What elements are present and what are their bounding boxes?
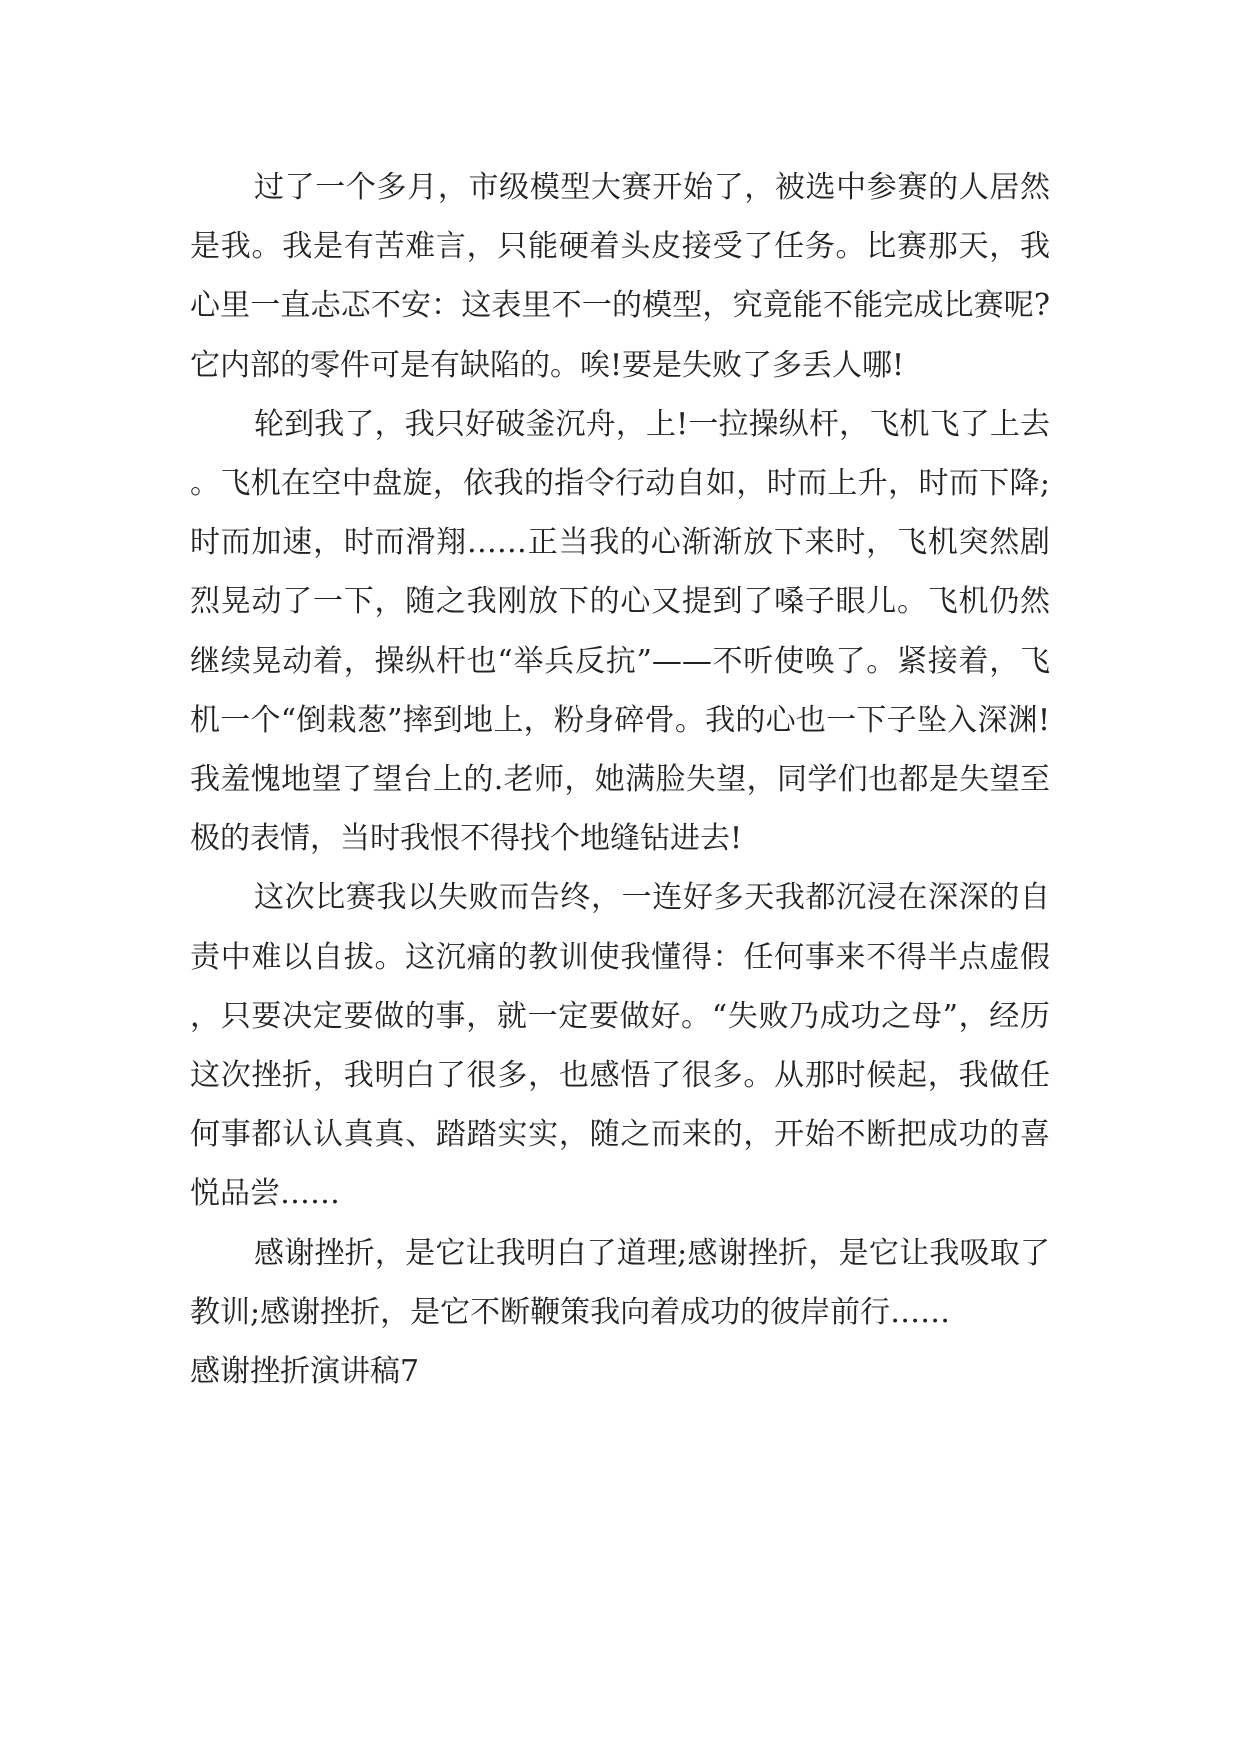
paragraph-2: 轮到我了，我只好破釜沉舟，上!一拉操纵杆，飞机飞了上去。飞机在空中盘旋，依我的指令行动自如，时而上升，时而下降;时而加速，时而滑翔……正当我的心渐渐放下来时，飞机突然剧烈晃动了一下，随之我刚放下的心又提到了嗓子眼儿。飞机仍然继续晃动着，操纵杆也“举兵反抗”——不听使唤了。紧接着，飞机一个“倒栽葱”摔到地上，粉身碎骨。我的心也一下子坠入深渊!我羞愧地望了望台上的.老师，她满脸失望，同学们也都是失望至极的表情，当时我恨不得找个地缝钻进去! — [190, 406, 1050, 857]
document-body — [190, 158, 1050, 1401]
paragraph-3: 这次比赛我以失败而告终，一连好多天我都沉浸在深深的自责中难以自拔。这沉痛的教训使我懂得：任何事来不得半点虚假，只要决定要做的事，就一定要做好。“失败乃成功之母”，经历这次挫折，我明白了很多，也感悟了很多。从那时候起，我做任何事都认认真真、踏踏实实，随之而来的，开始不断把成功的喜悦品尝…… — [190, 880, 1050, 1212]
paragraph-4: 感谢挫折，是它让我明白了道理;感谢挫折，是它让我吸取了教训;感谢挫折，是它不断鞭策我向着成功的彼岸前行…… — [190, 1235, 1050, 1330]
paragraph-1: 过了一个多月，市级模型大赛开始了，被选中参赛的人居然是我。我是有苦难言，只能硬着头皮接受了任务。比赛那天，我心里一直忐忑不安：这表里不一的模型，究竟能不能完成比赛呢?它内部的零件可是有缺陷的。唉!要是失败了多丢人哪! — [190, 170, 1050, 383]
section-heading: 感谢挫折演讲稿7 — [190, 1354, 420, 1390]
